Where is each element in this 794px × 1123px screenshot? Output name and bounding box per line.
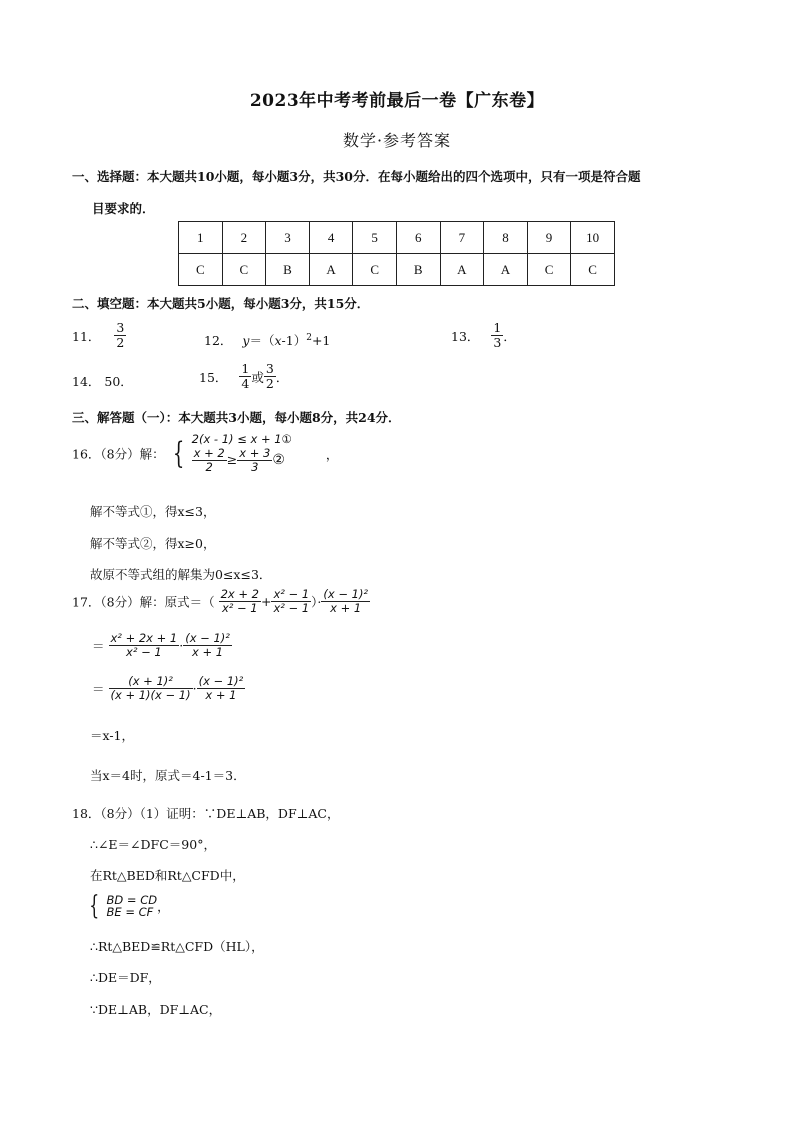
math-var: x xyxy=(274,333,282,348)
fraction-numerator: x² + 2x + 1 xyxy=(110,631,178,645)
q18-line-6: ∴DE＝DF， xyxy=(90,970,161,985)
math-text: ＝ xyxy=(92,638,105,654)
equation-2: BE = CF xyxy=(106,905,154,919)
question-16-label: 16．（8分）解： xyxy=(72,446,165,462)
table-cell-answer: C xyxy=(222,254,266,286)
fraction-numerator: (x − 1)² xyxy=(323,587,369,601)
table-cell-answer: B xyxy=(266,254,310,286)
table-cell-answer: A xyxy=(484,254,528,286)
fraction-denominator: x + 1 xyxy=(321,601,370,615)
math-exponent: 2 xyxy=(306,332,312,343)
q18-line-7: ∵DE⊥AB，DF⊥AC， xyxy=(90,1002,222,1017)
fraction xyxy=(219,588,261,615)
fraction-numerator: x + 2 xyxy=(193,445,225,460)
math-text: +1 xyxy=(311,333,331,348)
table-cell-number: 6 xyxy=(396,222,440,254)
fraction xyxy=(197,675,246,702)
answer-13-label: 13． xyxy=(451,328,480,344)
q17-line-3 xyxy=(92,675,245,702)
q18-line-3: 在Rt△BED和Rt△CFD中， xyxy=(90,868,245,883)
fraction-denominator: 2 xyxy=(192,460,227,474)
q17-line-4: ＝x-1， xyxy=(90,728,135,743)
math-text: ． xyxy=(503,328,516,344)
fraction-denominator: x² − 1 xyxy=(219,601,261,615)
fraction xyxy=(192,447,227,474)
q18-system xyxy=(86,893,170,919)
answer-table xyxy=(178,221,615,286)
inequality-2 xyxy=(192,447,292,474)
answer-15-label: 15． xyxy=(199,369,228,385)
math-text: ， xyxy=(325,446,339,462)
fraction-numerator: 1 xyxy=(241,361,250,376)
table-cell-answer: A xyxy=(440,254,484,286)
fraction-numerator: x + 3 xyxy=(239,445,271,460)
fraction xyxy=(491,321,503,351)
inequality-1: 2(x - 1) ≤ x + 1① xyxy=(191,432,292,446)
question-16 xyxy=(72,433,338,474)
fraction-numerator: (x + 1)² xyxy=(128,674,173,688)
table-cell-number: 3 xyxy=(266,222,310,254)
fraction-denominator: x + 1 xyxy=(183,645,232,659)
q17-line-5: 当x＝4时，原式＝4-1＝3． xyxy=(90,768,246,783)
table-cell-answer: C xyxy=(527,254,571,286)
table-cell-answer: B xyxy=(396,254,440,286)
equation-1: BD = CD xyxy=(106,892,158,907)
math-text: ）· xyxy=(311,594,322,610)
section3-heading: 三、解答题（一）：本大题共3小题，每小题8分，共24分． xyxy=(72,410,401,425)
fraction-denominator: 3 xyxy=(237,460,272,474)
table-cell-answer: C xyxy=(353,254,397,286)
q16-step-2: 解不等式②，得x≥0， xyxy=(90,536,216,551)
fraction xyxy=(321,588,370,615)
answer-12 xyxy=(204,331,330,349)
answer-11 xyxy=(72,321,126,351)
q16-step-1: 解不等式①，得x≤3， xyxy=(90,504,216,519)
table-cell-number: 2 xyxy=(222,222,266,254)
fraction-denominator: 3 xyxy=(493,335,502,351)
fraction-denominator: 2 xyxy=(116,335,125,351)
math-text: ＝（ xyxy=(249,333,275,348)
fraction-numerator: 3 xyxy=(116,320,125,335)
fraction-denominator: x + 1 xyxy=(197,688,246,702)
fraction-denominator: x² − 1 xyxy=(273,601,310,616)
math-text: ＝ xyxy=(92,681,105,697)
answer-table-answer-row xyxy=(179,254,615,286)
q17-line-2 xyxy=(92,632,232,659)
fraction-numerator: x² − 1 xyxy=(273,587,310,601)
fraction xyxy=(109,675,193,702)
math-text: 或 xyxy=(251,369,264,385)
q18-line-2: ∴∠E＝∠DFC＝90°， xyxy=(90,837,216,852)
fraction-denominator: 4 xyxy=(241,376,250,392)
fraction-numerator: (x − 1)² xyxy=(198,674,244,688)
question-17-label: 17．（8分）解：原式＝（ xyxy=(72,594,215,610)
fraction xyxy=(237,447,272,474)
circled-number: ② xyxy=(272,452,285,469)
fraction-numerator: 3 xyxy=(265,361,274,376)
fraction xyxy=(114,321,126,351)
table-cell-number: 1 xyxy=(179,222,223,254)
answer-15 xyxy=(199,362,288,392)
fraction xyxy=(109,632,180,659)
math-text: -1） xyxy=(281,333,307,348)
answer-14: 14． 50． xyxy=(72,374,133,389)
fraction xyxy=(271,588,311,615)
equation-system xyxy=(107,894,158,918)
math-text: + xyxy=(260,594,272,610)
brace-icon: { xyxy=(172,435,184,471)
table-cell-number: 10 xyxy=(571,222,615,254)
answer-table-number-row xyxy=(179,222,615,254)
page-title: 2023年中考考前最后一卷【广东卷】 xyxy=(249,91,545,111)
fraction xyxy=(264,362,276,392)
section2-heading: 二、填空题：本大题共5小题，每小题3分，共15分． xyxy=(72,296,370,311)
table-cell-number: 8 xyxy=(484,222,528,254)
math-var: y xyxy=(242,333,250,348)
math-text: ． xyxy=(275,369,289,385)
table-cell-number: 9 xyxy=(527,222,571,254)
table-cell-number: 5 xyxy=(353,222,397,254)
question-18: 18．（8分）（1）证明：∵DE⊥AB，DF⊥AC， xyxy=(72,806,340,821)
fraction-numerator: 1 xyxy=(493,320,502,335)
table-cell-number: 4 xyxy=(309,222,353,254)
math-text: ， xyxy=(157,899,170,914)
table-cell-answer: C xyxy=(571,254,615,286)
page-subtitle: 数学·参考答案 xyxy=(342,131,452,150)
fraction xyxy=(183,632,232,659)
table-cell-answer: C xyxy=(179,254,223,286)
question-17 xyxy=(72,588,370,615)
math-text: · xyxy=(192,681,197,697)
section1-heading: 一、选择题：本大题共10小题，每小题3分，共30分．在每小题给出的四个选项中，只有一项是符合题 xyxy=(72,169,641,184)
table-cell-number: 7 xyxy=(440,222,484,254)
fraction-denominator: x² − 1 xyxy=(109,645,180,659)
fraction-numerator: (x − 1)² xyxy=(185,631,230,645)
answer-13 xyxy=(451,321,516,351)
answer-12-label: 12． xyxy=(204,333,233,348)
math-text: ≥ xyxy=(226,452,238,468)
fraction-numerator: 2x + 2 xyxy=(220,587,259,601)
inequality-system xyxy=(192,433,292,474)
q18-line-5: ∴Rt△BED≌Rt△CFD（HL）， xyxy=(90,939,264,954)
math-text: · xyxy=(179,638,184,654)
section1-heading-cont: 目要求的． xyxy=(92,201,155,216)
brace-icon: { xyxy=(89,891,100,921)
fraction xyxy=(239,362,251,392)
fraction-denominator: (x + 1)(x − 1) xyxy=(110,688,191,703)
q16-step-3: 故原不等式组的解集为0≤x≤3． xyxy=(90,567,272,582)
fraction-denominator: 2 xyxy=(265,376,274,392)
table-cell-answer: A xyxy=(309,254,353,286)
answer-11-label: 11． xyxy=(72,328,101,344)
